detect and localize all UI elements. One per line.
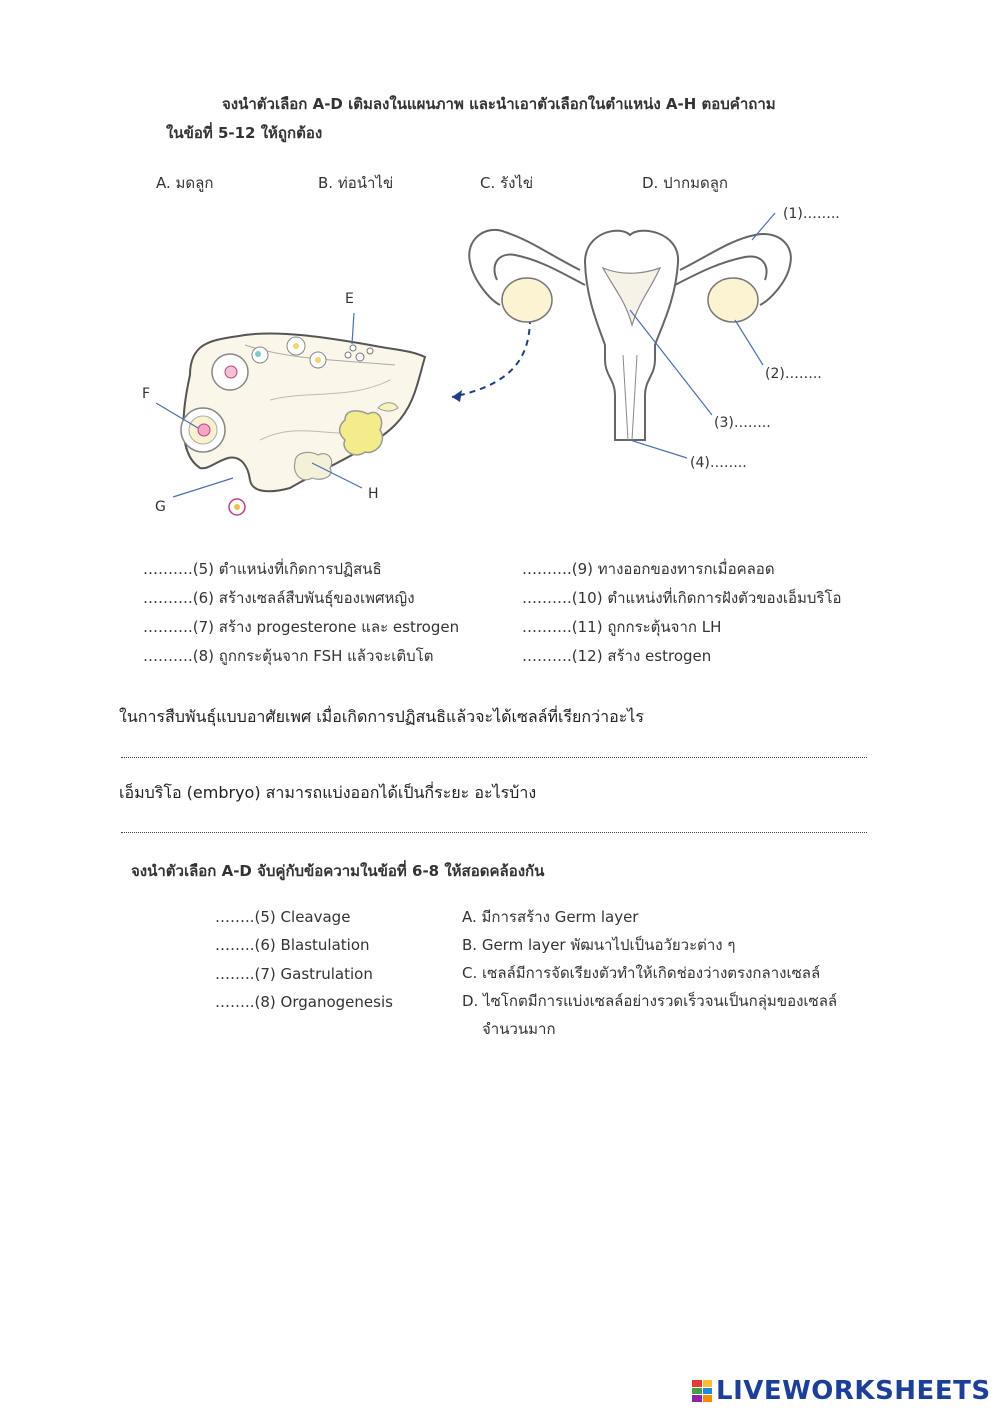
liveworksheets-brand <box>692 1376 991 1406</box>
match-choice-d-continued: จำนวนมาก <box>482 1020 556 1038</box>
open-question-1: ในการสืบพันธุ์แบบอาศัยเพศ เมื่อเกิดการปฏิสนธิแล้วจะได้เซลล์ที่เรียกว่าอะไร <box>119 707 644 726</box>
match-choice-c: C. เซลล์มีการจัดเรียงตัวทำให้เกิดช่องว่างตรงกลางเซลล์ <box>462 964 821 982</box>
match-item-gastrulation: ……..(7) Gastrulation <box>215 965 373 983</box>
option-a: A. มดลูก <box>156 174 214 192</box>
match-choice-d: D. ไซโกตมีการแบ่งเซลล์อย่างรวดเร็วจนเป็นกลุ่มของเซลล์ <box>462 992 838 1010</box>
liveworksheets-logo-icon <box>692 1380 712 1402</box>
label-e: E <box>345 291 354 307</box>
instruction-line-2: ในข้อที่ 5-12 ให้ถูกต้อง <box>166 124 323 142</box>
match-choice-b: B. Germ layer พัฒนาไปเป็นอวัยวะต่าง ๆ <box>462 936 736 954</box>
question-12: ……….(12) สร้าง estrogen <box>522 647 712 665</box>
label-h: H <box>368 486 379 502</box>
match-item-blastulation: ……..(6) Blastulation <box>215 936 370 954</box>
answer-line-1[interactable] <box>121 757 867 758</box>
reproductive-diagram <box>0 0 1000 540</box>
match-item-cleavage: ……..(5) Cleavage <box>215 908 351 926</box>
question-9: ……….(9) ทางออกของทารกเมื่อคลอด <box>522 560 775 578</box>
question-6: ……….(6) สร้างเซลล์สืบพันธุ์ของเพศหญิง <box>143 589 415 607</box>
open-question-2: เอ็มบริโอ (embryo) สามารถแบ่งออกได้เป็นกี่ระยะ อะไรบ้าง <box>119 783 537 802</box>
option-d: D. ปากมดลูก <box>642 174 729 192</box>
question-10: ……….(10) ตำแหน่งที่เกิดการฝังตัวของเอ็มบริโอ <box>522 589 842 607</box>
answer-line-2[interactable] <box>121 832 867 833</box>
instruction-matching: จงนำตัวเลือก A-D จับคู่กับข้อความในข้อที่ 6-8 ให้สอดคล้องกัน <box>131 862 545 880</box>
match-choice-a: A. มีการสร้าง Germ layer <box>462 908 639 926</box>
label-organ-1: (1)…….. <box>783 206 840 222</box>
label-organ-3: (3)…….. <box>714 415 771 431</box>
instruction-line-1: จงนำตัวเลือก A-D เติมลงในแผนภาพ และนำเอาตัวเลือกในตำแหน่ง A-H ตอบคำถาม <box>222 95 776 113</box>
brand-text: LIVEWORKSHEETS <box>716 1376 991 1406</box>
question-11: ……….(11) ถูกกระตุ้นจาก LH <box>522 618 722 636</box>
match-item-organogenesis: ……..(8) Organogenesis <box>215 993 393 1011</box>
question-8: ……….(8) ถูกกระตุ้นจาก FSH แล้วจะเติบโต <box>143 647 434 665</box>
option-b: B. ท่อนำไข่ <box>318 174 394 192</box>
ovary-cross-section <box>181 333 425 515</box>
label-organ-2: (2)…….. <box>765 366 822 382</box>
question-5: ……….(5) ตำแหน่งที่เกิดการปฏิสนธิ <box>143 560 382 578</box>
label-f: F <box>142 386 151 402</box>
uterus-diagram <box>469 230 791 440</box>
label-organ-4: (4)…….. <box>690 455 747 471</box>
question-7: ……….(7) สร้าง progesterone และ estrogen <box>143 618 460 636</box>
label-g: G <box>155 499 166 515</box>
option-c: C. รังไข่ <box>480 174 534 192</box>
